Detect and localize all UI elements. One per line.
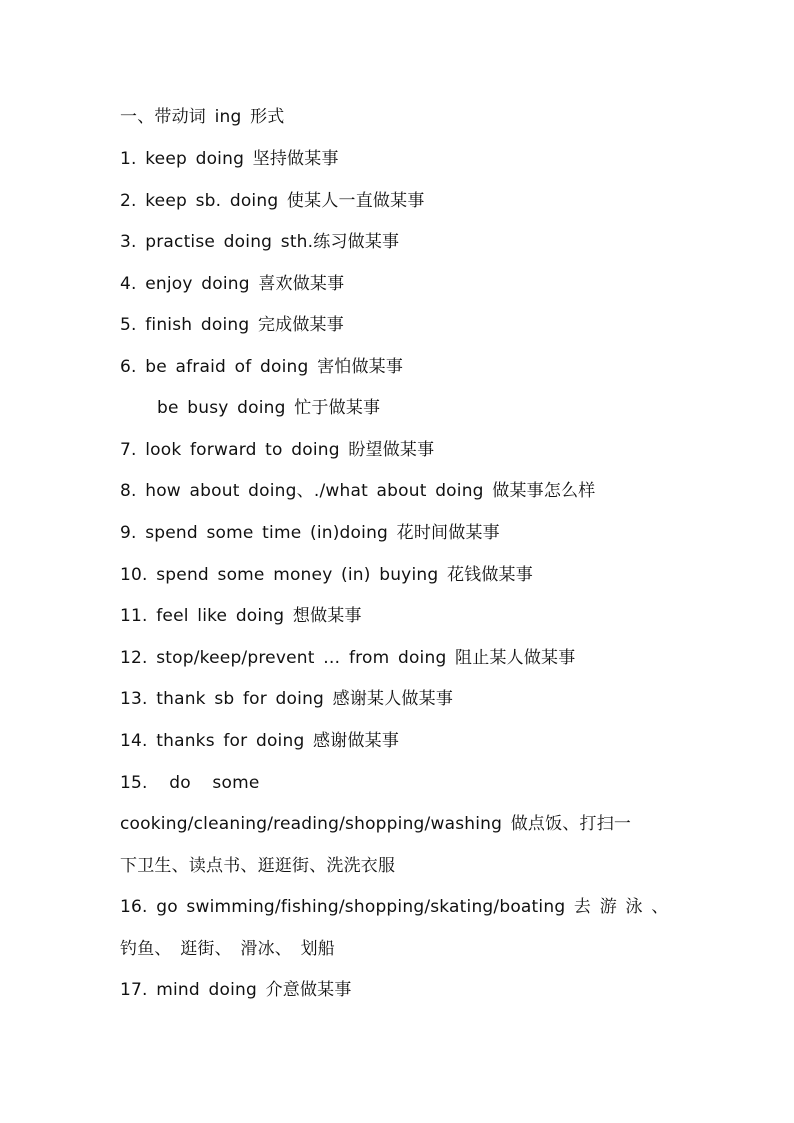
list-item-6-sub: be busy doing 忙于做某事	[157, 398, 381, 418]
list-item-1: 1. keep doing 坚持做某事	[120, 149, 339, 169]
list-item-15: 15. do some	[120, 773, 260, 793]
list-item-7: 7. look forward to doing 盼望做某事	[120, 440, 435, 460]
list-item-15-continued-2: 下卫生、读点书、逛逛街、洗洗衣服	[120, 856, 396, 876]
list-item-13: 13. thank sb for doing 感谢某人做某事	[120, 689, 454, 709]
list-item-12: 12. stop/keep/prevent … from doing 阻止某人做某事	[120, 648, 576, 668]
list-item-14: 14. thanks for doing 感谢做某事	[120, 731, 400, 751]
list-item-10: 10. spend some money (in) buying 花钱做某事	[120, 565, 533, 585]
list-item-11: 11. feel like doing 想做某事	[120, 606, 362, 626]
list-item-3: 3. practise doing sth.练习做某事	[120, 232, 400, 252]
list-item-4: 4. enjoy doing 喜欢做某事	[120, 274, 345, 294]
section-heading: 一、带动词 ing 形式	[120, 107, 285, 127]
list-item-5: 5. finish doing 完成做某事	[120, 315, 344, 335]
list-item-6: 6. be afraid of doing 害怕做某事	[120, 357, 404, 377]
list-item-15-continued: cooking/cleaning/reading/shopping/washing 做点饭、打扫一	[120, 814, 632, 834]
list-item-9: 9. spend some time (in)doing 花时间做某事	[120, 523, 500, 543]
list-item-16: 16. go swimming/fishing/shopping/skating/boating 去 游 泳 、	[120, 897, 669, 917]
list-item-17: 17. mind doing 介意做某事	[120, 980, 352, 1000]
list-item-16-continued: 钓鱼、 逛街、 滑冰、 划船	[120, 939, 336, 959]
list-item-8: 8. how about doing、./what about doing 做某事怎么样	[120, 481, 596, 501]
list-item-2: 2. keep sb. doing 使某人一直做某事	[120, 191, 425, 211]
